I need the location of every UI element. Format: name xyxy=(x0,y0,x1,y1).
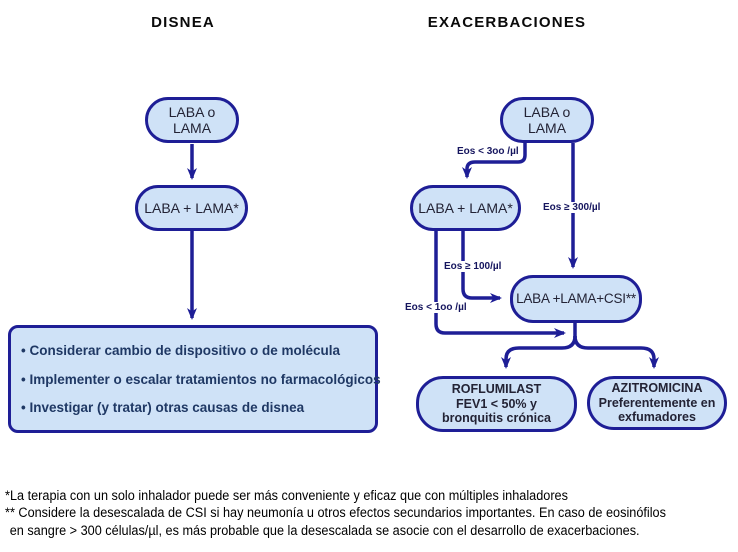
column-title-disnea: DISNEA xyxy=(151,14,215,31)
node-label: LABA +LAMA+CSI** xyxy=(516,291,636,307)
node-line: FEV1 < 50% y xyxy=(456,396,537,411)
node-right-laba-o-lama xyxy=(500,97,594,143)
node-label: LABA o LAMA xyxy=(523,103,571,136)
footnote-csi-deescalation: ** Considere la desescalada de CSI si hay neumonía u otros efectos secundarios importantes. En caso de eosinófilos xyxy=(5,505,666,521)
edge-label-eos-lt-100: Eos < 1oo /µl xyxy=(405,302,467,313)
node-right-laba-plus-lama xyxy=(410,185,521,231)
bullet-investigar-tratar: • Investigar (y tratar) otras causas de disnea xyxy=(21,399,305,415)
node-line: exfumadores xyxy=(618,410,696,425)
bullet-considerar-cambio: • Considerar cambio de dispositivo o de molécula xyxy=(21,343,341,359)
node-line: Preferentemente en xyxy=(598,395,716,410)
node-label: LABA o LAMA xyxy=(168,103,216,136)
left-recommendations-box xyxy=(8,325,381,433)
node-line: AZITROMICINA xyxy=(611,381,703,396)
column-title-exacerbaciones: EXACERBACIONES xyxy=(427,14,587,31)
footnotes xyxy=(5,487,729,539)
footnote-single-inhaler: *La terapia con un solo inhalador puede ser más conveniente y eficaz que con múltiples inhaladores xyxy=(5,488,568,503)
edge-label-eos-ge-300: Eos ≥ 300/µl xyxy=(543,202,601,213)
node-azitromicina xyxy=(587,376,727,430)
footnote-csi-deescalation-cont: en sangre > 300 células/µl, es más probable que la desescalada se asocie con el desarrollo de exacerbaciones. xyxy=(9,522,640,538)
edge-label-eos-lt-300: Eos < 3oo /µl xyxy=(457,146,519,157)
node-left-laba-o-lama xyxy=(145,97,239,143)
connector-split-left xyxy=(506,336,575,367)
node-label: LABA + LAMA* xyxy=(418,199,513,216)
edge-label-eos-ge-100: Eos ≥ 100/µl xyxy=(444,261,502,272)
node-line: ROFLUMILAST xyxy=(451,382,542,397)
node-laba-lama-csi xyxy=(510,275,642,323)
node-line: bronquitis crónica xyxy=(441,411,552,426)
node-left-laba-plus-lama xyxy=(135,185,248,231)
connector-split-right xyxy=(575,336,654,367)
node-label: LABA + LAMA* xyxy=(144,199,239,216)
bullet-implementar-escalar: • Implementer o escalar tratamientos no farmacológicos xyxy=(21,371,381,387)
node-roflumilast xyxy=(416,376,577,432)
